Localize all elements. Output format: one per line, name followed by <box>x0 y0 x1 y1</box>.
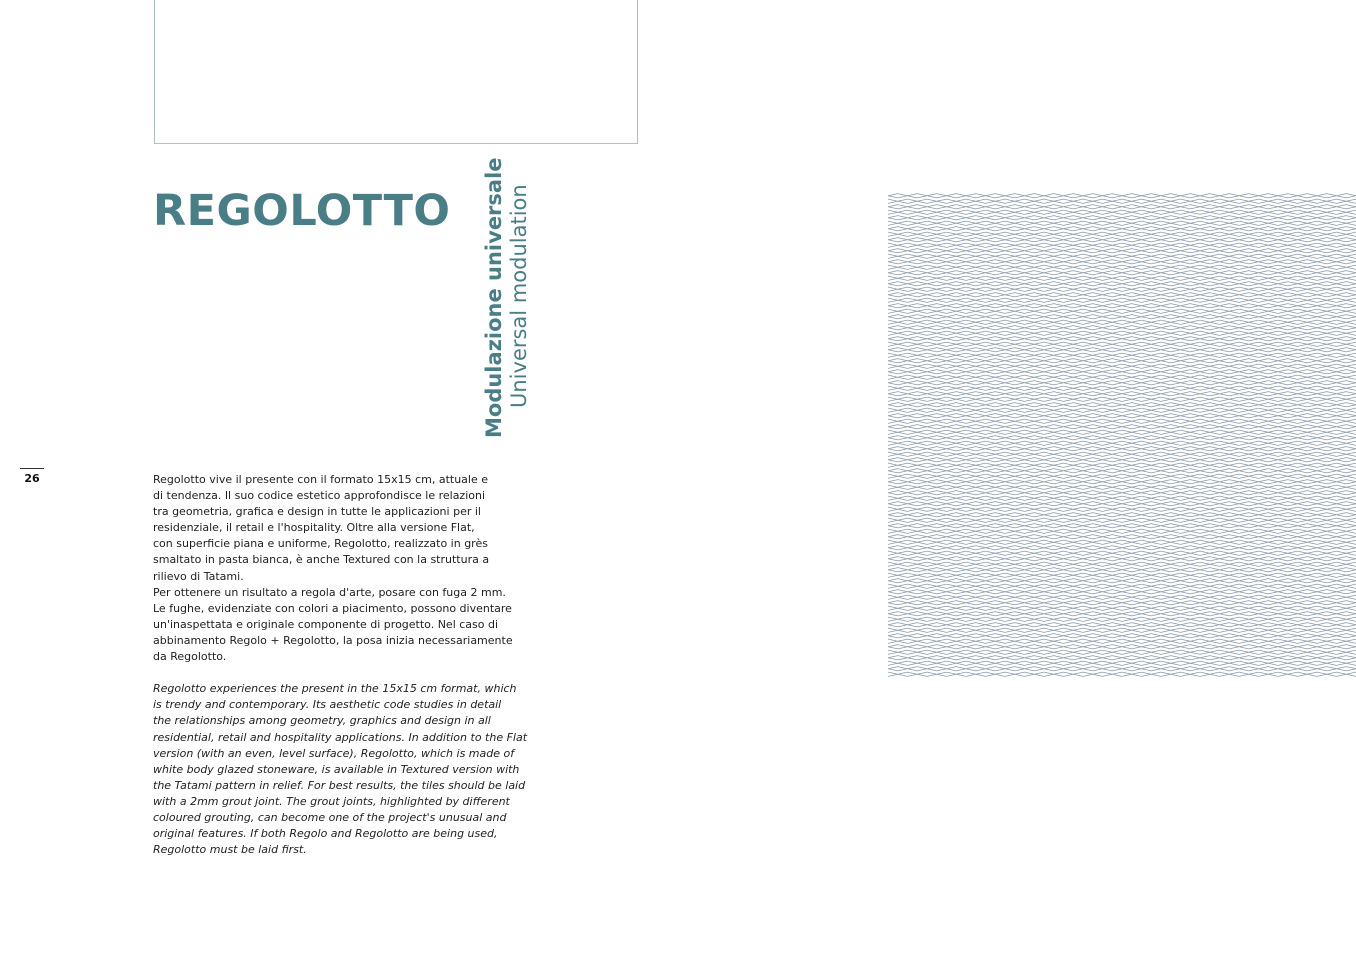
text-line: with a 2mm grout joint. The grout joints, highlighted by different <box>153 794 510 808</box>
tatami-pattern-illustration <box>888 193 1356 677</box>
page-number-rule <box>20 468 44 469</box>
text-line: the Tatami pattern in relief. For best results, the tiles should be laid <box>153 778 526 792</box>
text-line: version (with an even, level surface), Regolotto, which is made of <box>153 746 515 760</box>
subtitle-english: Universal modulation <box>507 184 531 408</box>
text-line: white body glazed stoneware, is available in Textured version with <box>153 762 520 776</box>
image-frame <box>154 0 638 144</box>
text-line: original features. If both Regolo and Regolotto are being used, <box>153 827 498 841</box>
text-line: Regolotto vive il presente con il formato 15x15 cm, attuale e <box>153 473 489 486</box>
text-line: Per ottenere un risultato a regola d'arte, posare con fuga 2 mm. <box>153 585 506 599</box>
text-line: tra geometria, grafica e design in tutte le applicazioni per il <box>153 505 481 519</box>
paragraph-english <box>153 681 543 858</box>
text-line: smaltato in pasta bianca, è anche Textured con la struttura a <box>153 553 490 567</box>
text-line: Regolotto must be laid first. <box>153 843 307 857</box>
page-number: 26 <box>24 472 40 485</box>
subtitle-italian: Modulazione universale <box>482 157 506 438</box>
text-line: abbinamento Regolo + Regolotto, la posa inizia necessariamente <box>153 633 513 647</box>
text-line: the relationships among geometry, graphics and design in all <box>153 714 491 728</box>
text-line: is trendy and contemporary. Its aesthetic code studies in detail <box>153 698 502 712</box>
text-line: da Regolotto. <box>153 650 227 664</box>
vertical-subtitle <box>482 157 531 440</box>
paragraph-gap <box>153 665 543 681</box>
text-line: coloured grouting, can become one of the project's unusual and <box>153 810 507 824</box>
text-line: un'inaspettata e originale componente di progetto. Nel caso di <box>153 617 499 631</box>
body-text <box>153 472 543 858</box>
text-line: residenziale, il retail e l'hospitality. Oltre alla versione Flat, <box>153 521 475 535</box>
text-line: Regolotto experiences the present in the 15x15 cm format, which <box>153 682 517 696</box>
paragraph-italian <box>153 472 543 665</box>
text-line: di tendenza. Il suo codice estetico approfondisce le relazioni <box>153 489 486 503</box>
text-line: rilievo di Tatami. <box>153 569 244 583</box>
text-line: Le fughe, evidenziate con colori a piacimento, possono diventare <box>153 601 512 615</box>
text-line: con superficie piana e uniforme, Regolotto, realizzato in grès <box>153 537 488 551</box>
page-title: REGOLOTTO <box>153 186 451 236</box>
text-line: residential, retail and hospitality applications. In addition to the Flat <box>153 730 528 744</box>
